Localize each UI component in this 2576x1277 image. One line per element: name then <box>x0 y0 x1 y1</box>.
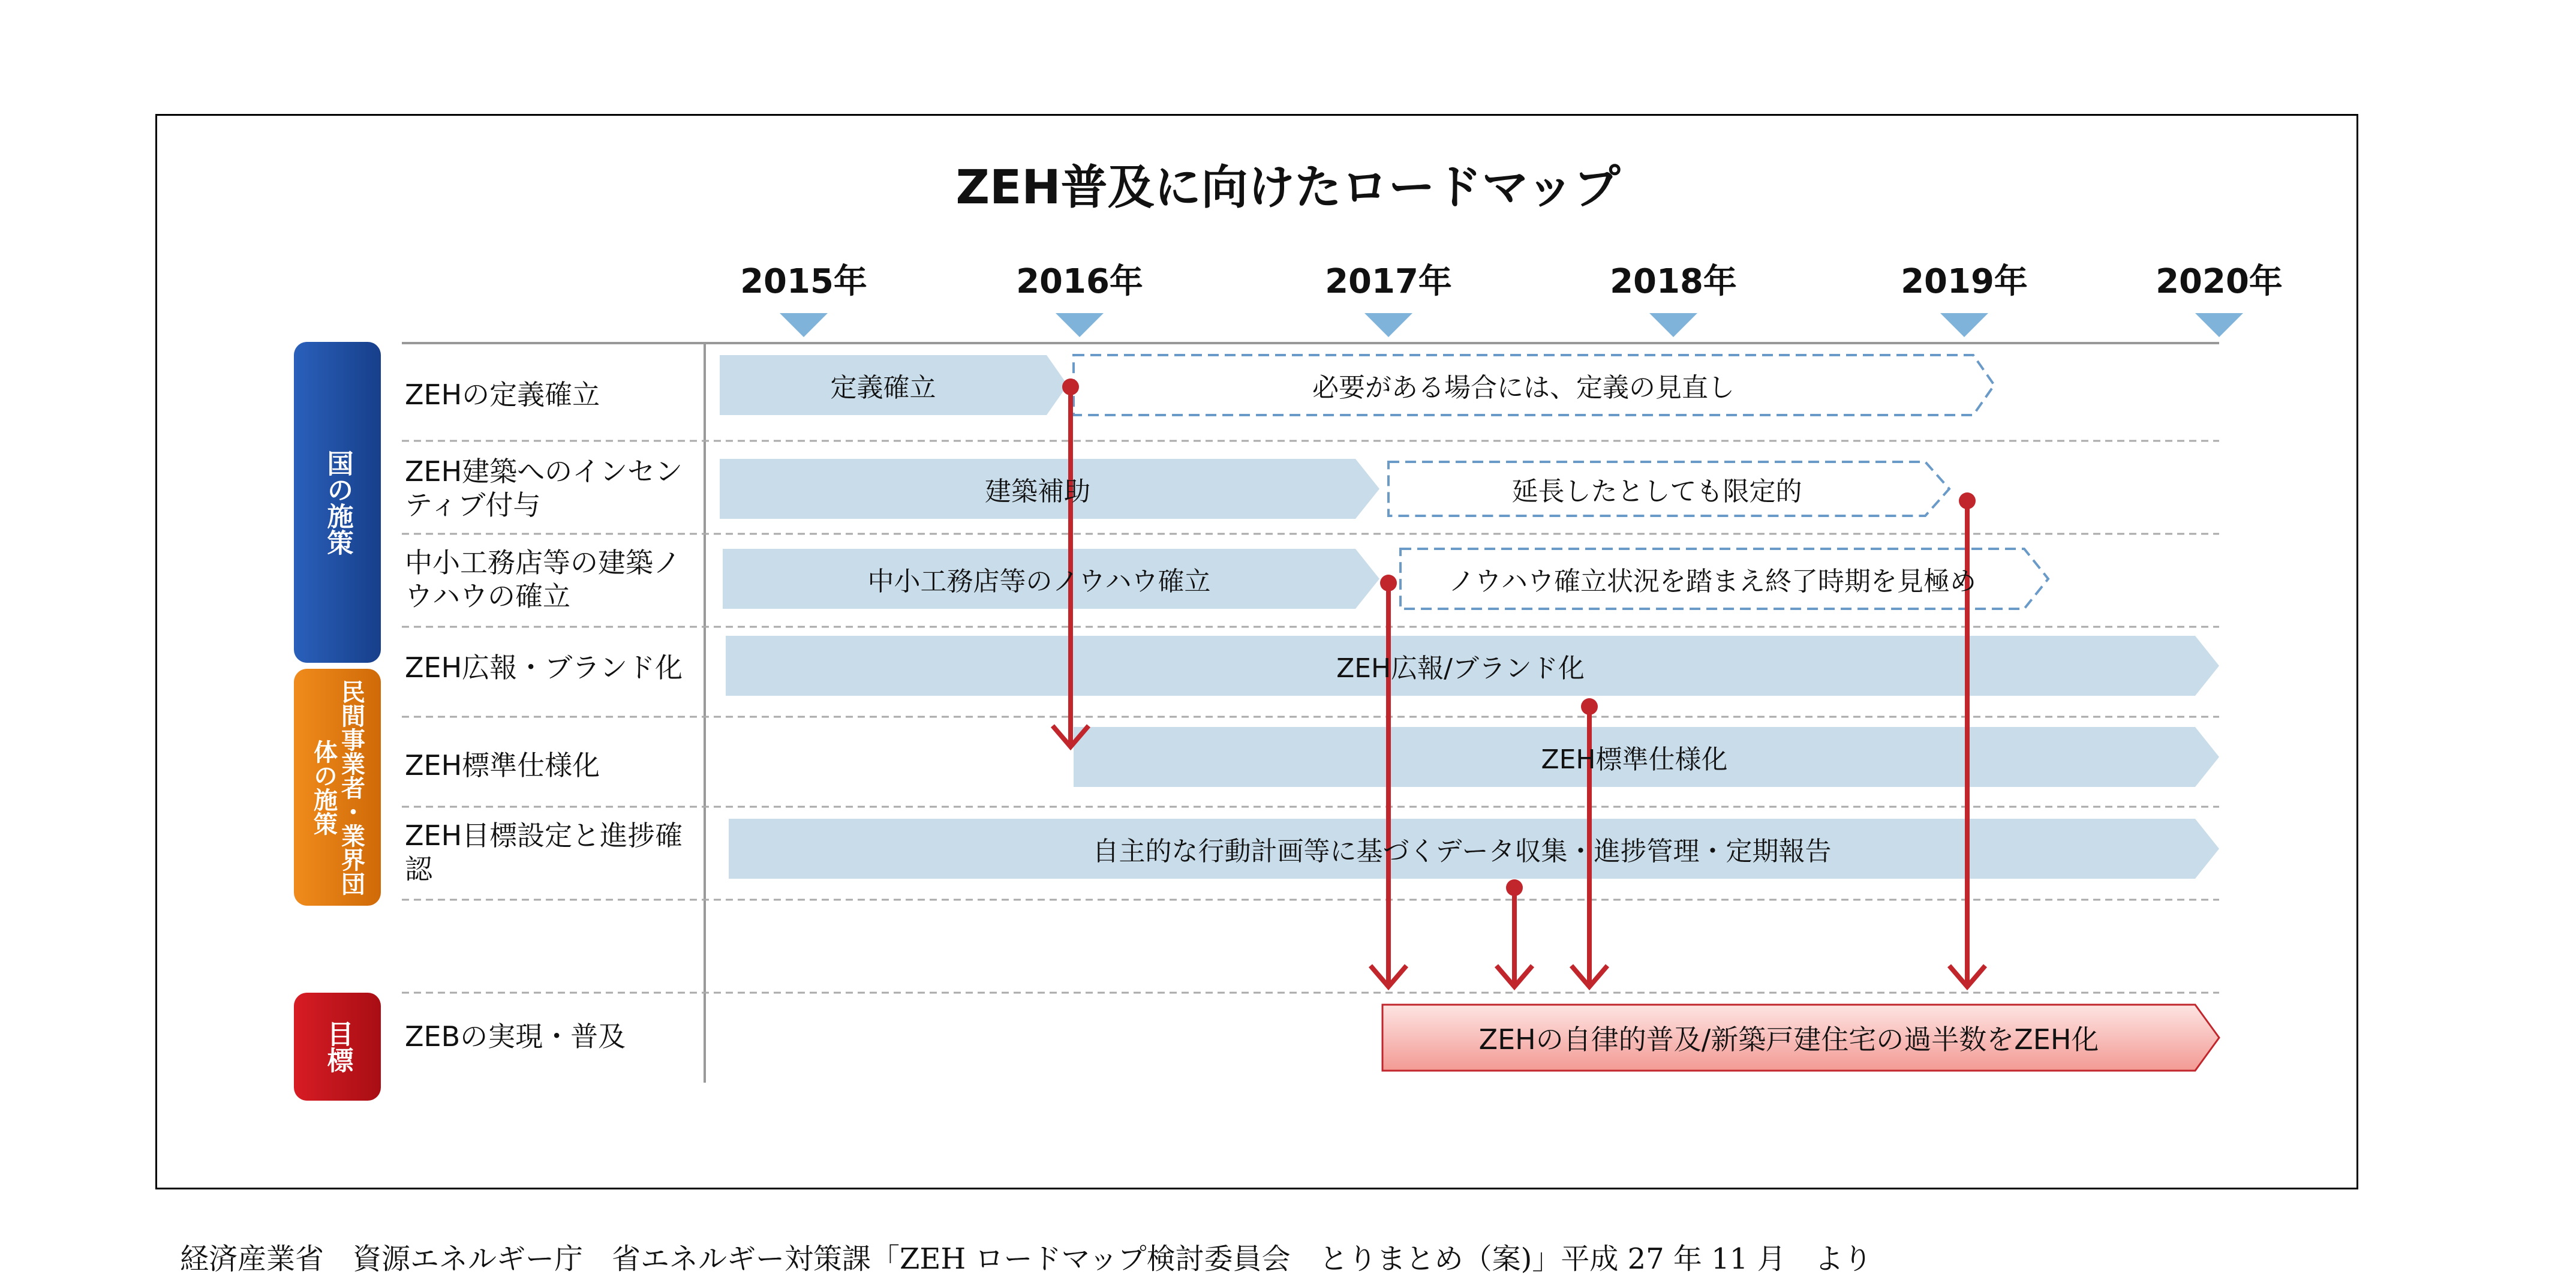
year-2018: 2018年 <box>1610 262 1737 301</box>
row-label-definition: ZEHの定義確立 <box>405 378 600 411</box>
source-citation: 経済産業省 資源エネルギー庁 省エネルギー対策課「ZEH ロードマップ検討委員会 とりまとめ（案)」平成 27 年 11 月 より <box>180 1242 1872 1276</box>
category-industry-label: 民間事業者・業界団体の施策 <box>309 679 365 896</box>
row-label-knowhow: 中小工務店等の建築ノウハウの確立 <box>405 546 681 612</box>
roadmap-title: ZEH普及に向けたロードマップ <box>955 161 1621 215</box>
category-government <box>294 342 381 663</box>
category-industry <box>294 669 381 906</box>
year-markers <box>780 313 2243 337</box>
bar-definition-review: 必要がある場合には、定義の見直し <box>1312 372 1735 403</box>
bar-definition: 定義確立 <box>830 372 936 403</box>
row-label-progress: ZEH目標設定と進捗確認 <box>405 819 683 885</box>
year-2019: 2019年 <box>1901 262 2028 301</box>
year-2020: 2020年 <box>2156 262 2283 301</box>
bar-branding: ZEH広報/ブランド化 <box>1336 653 1585 684</box>
category-goal-label: 目標 <box>322 1020 353 1073</box>
year-2017: 2017年 <box>1325 262 1452 301</box>
bar-knowhow-end: ノウハウ確立状況を踏まえ終了時期を見極め <box>1448 566 1976 597</box>
category-government-label: 国の施策 <box>322 449 353 555</box>
row-label-standard: ZEH標準仕様化 <box>405 749 600 782</box>
row-label-branding: ZEH広報・ブランド化 <box>405 651 683 684</box>
row-label-incentive: ZEH建築へのインセンティブ付与 <box>405 455 683 521</box>
row-label-zeb: ZEBの実現・普及 <box>405 1020 626 1053</box>
category-goal <box>294 993 381 1101</box>
bar-standard: ZEH標準仕様化 <box>1541 744 1728 775</box>
year-2016: 2016年 <box>1016 262 1143 301</box>
bar-knowhow: 中小工務店等のノウハウ確立 <box>867 566 1211 597</box>
bar-data-collection: 自主的な行動計画等に基づくデータ収集・進捗管理・定期報告 <box>1092 836 1832 867</box>
bar-goal: ZEHの自律的普及/新築戸建住宅の過半数をZEH化 <box>1478 1023 2099 1056</box>
bar-subsidy: 建築補助 <box>985 476 1090 507</box>
year-2015: 2015年 <box>740 262 867 301</box>
bar-extension: 延長したとしても限定的 <box>1511 476 1802 507</box>
